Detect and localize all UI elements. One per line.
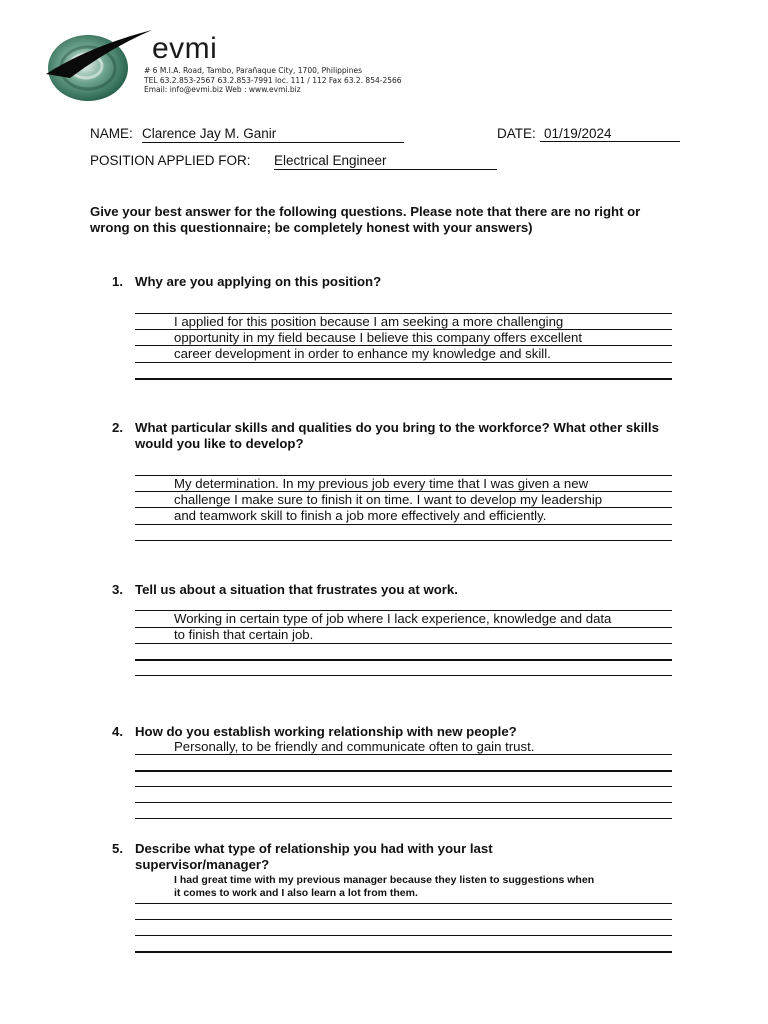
- answer-line: [135, 802, 672, 803]
- answer-2-line-3: and teamwork skill to finish a job more effectively and efficiently.: [174, 508, 547, 523]
- question-number: 4.: [112, 724, 123, 739]
- answer-line: [135, 951, 672, 953]
- answer-line: [135, 818, 672, 819]
- question-number: 1.: [112, 274, 123, 289]
- answer-line: [135, 786, 672, 787]
- answer-line: [135, 540, 672, 541]
- date-label: DATE:: [497, 126, 536, 141]
- question-5-text: Describe what type of relationship you had with your last supervisor/manager?: [135, 841, 493, 872]
- answer-5-line-1: I had great time with my previous manager because they listen to suggestions when: [174, 874, 595, 886]
- answer-3-line-1: Working in certain type of job where I lack experience, knowledge and data: [174, 611, 612, 626]
- answer-line: [135, 903, 672, 904]
- date-field[interactable]: 01/19/2024: [540, 125, 680, 142]
- question-number: 5.: [112, 841, 123, 856]
- answer-line: [135, 754, 672, 755]
- question-number: 3.: [112, 582, 123, 597]
- question-1-text: Why are you applying on this position?: [135, 274, 382, 289]
- question-number: 2.: [112, 420, 123, 435]
- position-label: POSITION APPLIED FOR:: [90, 153, 251, 168]
- question-3-text: Tell us about a situation that frustrates you at work.: [135, 582, 458, 597]
- answer-2-line-1: My determination. In my previous job every time that I was given a new: [174, 476, 589, 491]
- answer-5-line-2: it comes to work and I also learn a lot from them.: [174, 887, 418, 899]
- company-address: # 6 M.I.A. Road, Tambo, Parañaque City, 1700, Philippines: [144, 66, 363, 75]
- answer-1-line-2: opportunity in my field because I believe this company offers excellent: [174, 330, 583, 345]
- answer-line: [135, 378, 672, 380]
- answer-line: [135, 935, 672, 936]
- answer-line: [135, 675, 672, 676]
- answer-4-line-1: Personally, to be friendly and communicate often to gain trust.: [174, 739, 535, 754]
- company-email-web: Email: info@evmi.biz Web : www.evmi.biz: [144, 85, 301, 94]
- answer-line: [135, 770, 672, 772]
- answer-2-line-2: challenge I make sure to finish it on time. I want to develop my leadership: [174, 492, 603, 507]
- name-field[interactable]: Clarence Jay M. Ganir: [142, 125, 404, 143]
- company-phone: TEL 63.2.853-2567 63.2.853-7991 loc. 111 / 112 Fax 63.2. 854-2566: [144, 76, 402, 85]
- question-2-text: What particular skills and qualities do you bring to the workforce? What other skills would you like to develop?: [135, 420, 659, 451]
- answer-1-line-1: I applied for this position because I am seeking a more challenging: [174, 314, 564, 329]
- answer-1-line-3: career development in order to enhance my knowledge and skill.: [174, 346, 551, 361]
- answer-line: [135, 659, 672, 661]
- instructions: Give your best answer for the following questions. Please note that there are no right or wrong on this questionnaire; be completely honest with your answers): [90, 204, 641, 235]
- answer-3-line-2: to finish that certain job.: [174, 627, 314, 642]
- name-label: NAME:: [90, 126, 133, 141]
- brand-name: evmi: [152, 32, 218, 65]
- answer-line: [135, 524, 672, 525]
- answer-line: [135, 362, 672, 363]
- position-field[interactable]: Electrical Engineer: [274, 152, 497, 170]
- question-4-text: How do you establish working relationship with new people?: [135, 724, 517, 739]
- answer-line: [135, 919, 672, 920]
- evmi-logo-icon: [40, 26, 160, 104]
- answer-line: [135, 643, 672, 644]
